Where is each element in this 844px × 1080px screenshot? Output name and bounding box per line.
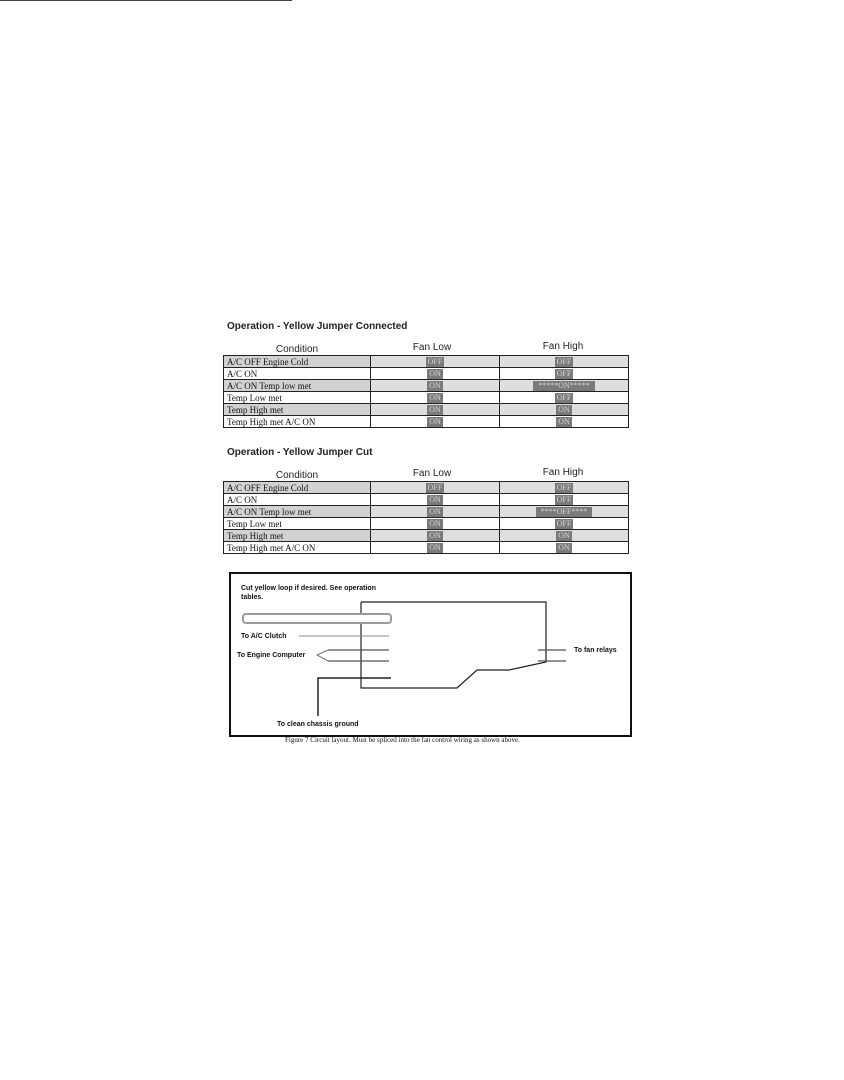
status-chip: OFF bbox=[556, 483, 572, 492]
fan-low-cell bbox=[371, 530, 500, 542]
condition-cell: A/C ON Temp low met bbox=[224, 380, 371, 392]
ground-wire bbox=[318, 678, 391, 716]
fan-low-cell bbox=[371, 494, 500, 506]
fan-low-cell bbox=[371, 392, 500, 404]
fan-low-cell bbox=[371, 482, 500, 494]
yellow-loop bbox=[243, 614, 391, 623]
fan-low-cell bbox=[371, 380, 500, 392]
condition-cell: Temp High met bbox=[224, 530, 371, 542]
status-chip: ON bbox=[558, 405, 570, 414]
status-chip: ON bbox=[429, 393, 441, 402]
table-row bbox=[224, 518, 629, 530]
engine-computer-bracket bbox=[317, 650, 328, 661]
table-row bbox=[224, 368, 629, 380]
condition-cell: Temp High met A/C ON bbox=[224, 416, 371, 428]
fan-high-cell bbox=[500, 506, 629, 518]
status-chip: ON bbox=[558, 417, 570, 426]
fan-low-cell bbox=[371, 542, 500, 554]
condition-cell: Temp High met A/C ON bbox=[224, 542, 371, 554]
condition-cell: A/C ON Temp low met bbox=[224, 506, 371, 518]
status-chip: OFF bbox=[556, 357, 572, 366]
status-chip: ON bbox=[429, 381, 441, 390]
status-chip: ON bbox=[429, 417, 441, 426]
status-chip: OFF bbox=[427, 483, 443, 492]
table-2-fan-high-header: Fan High bbox=[542, 467, 584, 478]
status-chip: ON bbox=[558, 543, 570, 552]
status-chip: ON bbox=[429, 543, 441, 552]
scan-top-edge-line bbox=[0, 0, 292, 1]
condition-cell: A/C ON bbox=[224, 368, 371, 380]
condition-cell: Temp Low met bbox=[224, 392, 371, 404]
fan-high-cell bbox=[500, 404, 629, 416]
fan-high-cell bbox=[500, 356, 629, 368]
fan-low-cell bbox=[371, 518, 500, 530]
fan-low-cell bbox=[371, 506, 500, 518]
table-row bbox=[224, 356, 629, 368]
fan-high-cell bbox=[500, 368, 629, 380]
condition-cell: Temp High met bbox=[224, 404, 371, 416]
table-1-fan-low-header: Fan Low bbox=[412, 342, 452, 353]
condition-cell: A/C ON bbox=[224, 494, 371, 506]
status-chip: ON bbox=[429, 405, 441, 414]
table-1-fan-high-header: Fan High bbox=[542, 341, 584, 352]
status-chip: OFF bbox=[556, 495, 572, 504]
chassis-ground-label: To clean chassis ground bbox=[277, 721, 359, 728]
fan-low-cell bbox=[371, 368, 500, 380]
table-row bbox=[224, 404, 629, 416]
table-1-title: Operation - Yellow Jumper Connected bbox=[227, 321, 408, 332]
fan-high-cell bbox=[500, 518, 629, 530]
fan-high-cell bbox=[500, 482, 629, 494]
table-1-operation-jumper-connected bbox=[223, 355, 629, 428]
status-chip: OFF bbox=[556, 519, 572, 528]
status-chip: OFF bbox=[556, 393, 572, 402]
fan-high-cell bbox=[500, 380, 629, 392]
cut-loop-label: Cut yellow loop if desired. See operation tables. bbox=[241, 585, 376, 601]
fan-relays-label: To fan relays bbox=[574, 647, 617, 654]
table-2-fan-low-header: Fan Low bbox=[412, 468, 452, 479]
condition-cell: A/C OFF Engine Cold bbox=[224, 356, 371, 368]
fan-low-cell bbox=[371, 404, 500, 416]
table-1-condition-header: Condition bbox=[275, 344, 319, 355]
status-chip: ON bbox=[429, 507, 441, 516]
figure-caption: Figure 7 Circuit layout. Must be spliced into the fan control wiring as shown above. bbox=[285, 736, 520, 744]
condition-cell: Temp Low met bbox=[224, 518, 371, 530]
ac-clutch-label: To A/C Clutch bbox=[241, 633, 287, 640]
table-row bbox=[224, 392, 629, 404]
table-row bbox=[224, 416, 629, 428]
fan-high-cell bbox=[500, 530, 629, 542]
table-2-title: Operation - Yellow Jumper Cut bbox=[227, 447, 373, 458]
table-row bbox=[224, 530, 629, 542]
status-chip: ****OFF**** bbox=[536, 507, 593, 517]
status-chip: ON bbox=[429, 531, 441, 540]
table-row bbox=[224, 482, 629, 494]
table-row bbox=[224, 380, 629, 392]
table-2-operation-jumper-cut bbox=[223, 481, 629, 554]
circuit-layout-diagram bbox=[229, 572, 632, 737]
engine-computer-label: To Engine Computer bbox=[237, 652, 306, 659]
status-chip: ON bbox=[429, 495, 441, 504]
fan-high-cell bbox=[500, 392, 629, 404]
status-chip: ON bbox=[429, 369, 441, 378]
fan-high-cell bbox=[500, 494, 629, 506]
status-chip: *****ON***** bbox=[533, 381, 595, 391]
status-chip: OFF bbox=[427, 357, 443, 366]
table-row bbox=[224, 542, 629, 554]
fan-high-cell bbox=[500, 416, 629, 428]
fan-low-cell bbox=[371, 416, 500, 428]
fan-low-cell bbox=[371, 356, 500, 368]
fan-high-cell bbox=[500, 542, 629, 554]
table-row bbox=[224, 494, 629, 506]
table-2-condition-header: Condition bbox=[275, 470, 319, 481]
table-row bbox=[224, 506, 629, 518]
status-chip: ON bbox=[558, 531, 570, 540]
condition-cell: A/C OFF Engine Cold bbox=[224, 482, 371, 494]
status-chip: OFF bbox=[556, 369, 572, 378]
status-chip: ON bbox=[429, 519, 441, 528]
